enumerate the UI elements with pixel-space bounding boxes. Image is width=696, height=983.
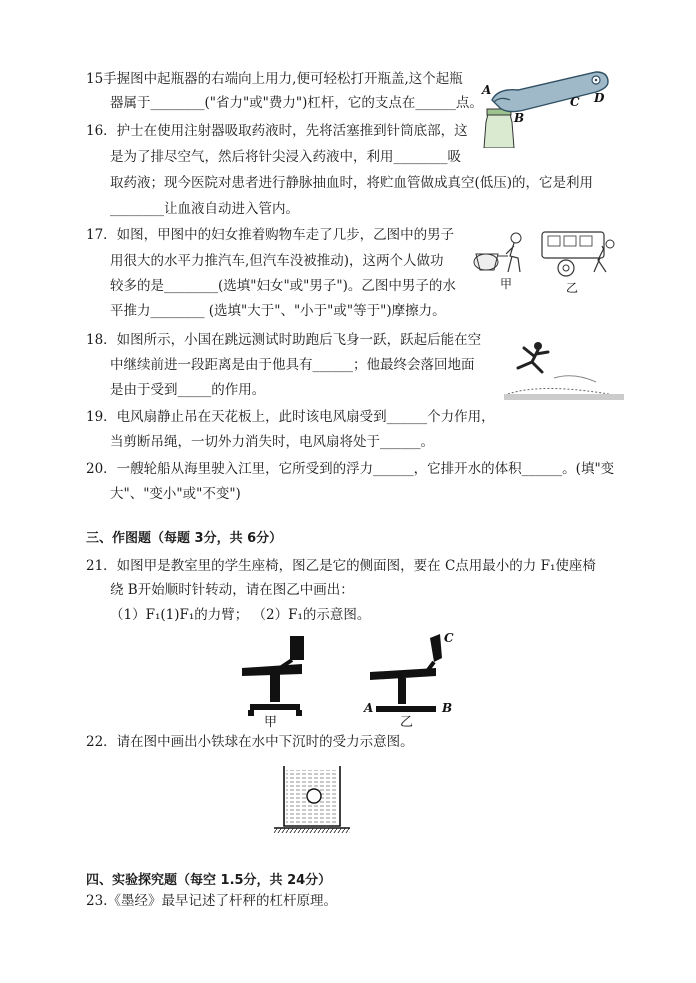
q17-line4: 平推力________ (选填"大于"、"小于"或"等于")摩擦力。	[110, 303, 446, 319]
q17-line3: 较多的是________(选填"妇女"或"男子")。乙图中男子的水	[110, 278, 456, 294]
q20-line1: 20．一艘轮船从海里驶入江里，它所受到的浮力______，它排开水的体积______。(填"变	[86, 461, 615, 477]
q16-line4: ________让血液自动进入管内。	[110, 201, 299, 217]
fig21-label-yi: 乙	[400, 715, 414, 728]
q18-line1: 18．如图所示，小国在跳远测试时助跑后飞身一跃，跃起后能在空	[86, 332, 482, 348]
long-jump-figure	[504, 338, 624, 402]
iron-ball	[307, 789, 321, 803]
chair-yi	[370, 634, 442, 712]
chair-point-c: C	[444, 631, 454, 645]
q16-line2: 是为了排尽空气，然后将针尖浸入药液中，利用________吸	[110, 149, 461, 165]
q23-line1: 23.《墨经》最早记述了杆秤的杠杆原理。	[86, 893, 337, 909]
beaker-iron-ball-figure	[272, 764, 352, 834]
chair-point-a: A	[364, 701, 374, 715]
section-4-heading: 四、实验探究题（每空 1.5分，共 24分）	[86, 873, 332, 888]
label-point-c: C	[570, 95, 580, 109]
q22-line1: 22．请在图中画出小铁球在水中下沉时的受力示意图。	[86, 734, 414, 750]
q17-line1: 17．如图，甲图中的妇女推着购物车走了几步，乙图中的男子	[86, 227, 455, 243]
q21-line1: 21．如图甲是教室里的学生座椅，图乙是它的侧面图，要在 C点用最小的力 F₁使座椅	[86, 558, 596, 574]
bottle-opener-figure	[478, 66, 616, 148]
q18-line2: 中继续前进一段距离是由于他具有______；他最终会落回地面	[110, 357, 475, 373]
q19-line2: 当剪断吊绳，一切外力消失时，电风扇将处于______。	[110, 434, 434, 450]
q21-line2: 绕 B开始顺时针转动，请在图乙中画出：	[110, 582, 354, 598]
chair-figures	[230, 628, 470, 728]
chair-jia	[242, 636, 304, 716]
q17-line2: 用很大的水平力推汽车,但汽车没被推动)，这两个人做功	[110, 253, 444, 269]
q16-line1: 16．护士在使用注射器吸取药液时，先将活塞推到针筒底部，这	[86, 123, 468, 139]
label-point-d: D	[594, 91, 605, 105]
chair-point-b: B	[442, 701, 453, 715]
label-point-b: B	[514, 111, 525, 125]
push-cart-car-figure	[470, 226, 630, 298]
label-point-a: A	[482, 83, 492, 97]
q19-line1: 19．电风扇静止吊在天花板上，此时该电风扇受到______个力作用，	[86, 409, 495, 425]
q16-line3: 取药液；现今医院对患者进行静脉抽血时，将贮血管做成真空(低压)的，它是利用	[110, 175, 594, 191]
q20-line2: 大"、"变小"或"不变")	[110, 486, 241, 502]
fig17-label-yi: 乙	[566, 281, 579, 295]
q21-line3: （1）F₁(1)F₁的力臂； （2）F₁的示意图。	[110, 607, 371, 623]
q15-line2: 器属于________("省力"或"费力")杠杆，它的支点在______点。	[110, 95, 483, 111]
q15-line1: 15手握图中起瓶器的右端向上用力,便可轻松打开瓶盖,这个起瓶	[86, 71, 463, 87]
fig21-label-jia: 甲	[264, 715, 278, 728]
q18-line3: 是由于受到_____的作用。	[110, 382, 266, 398]
section-3-heading: 三、作图题（每题 3分，共 6分）	[86, 531, 283, 546]
fig17-label-jia: 甲	[500, 277, 513, 291]
